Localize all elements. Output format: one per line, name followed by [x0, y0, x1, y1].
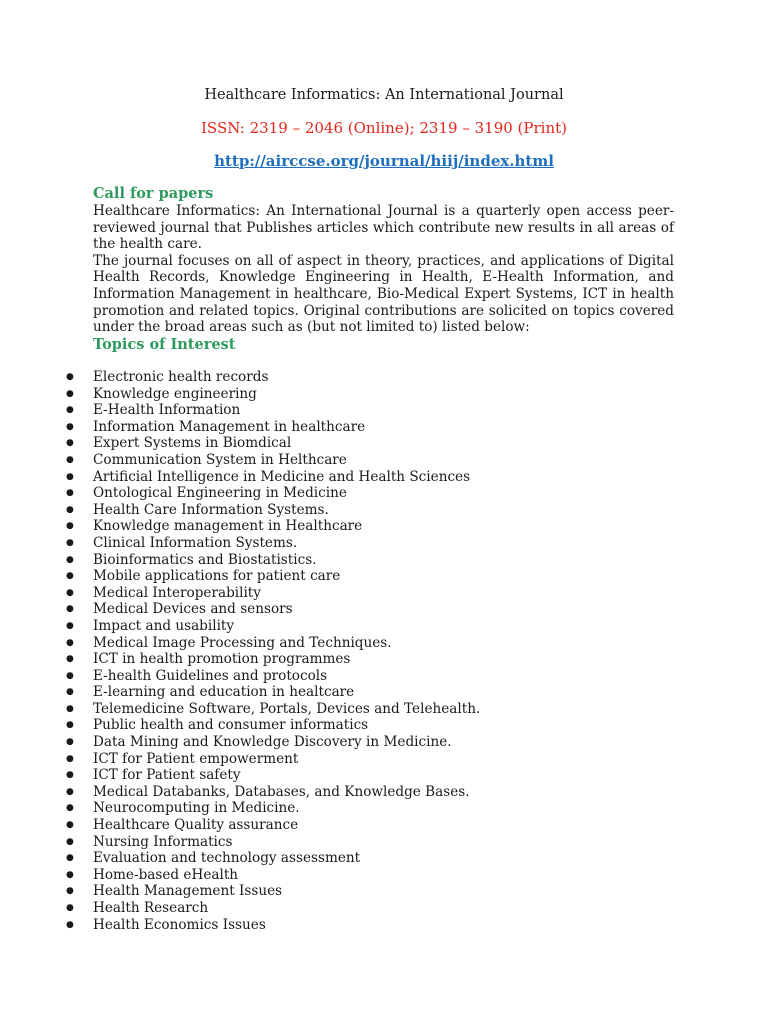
topic-item — [0, 435, 768, 452]
topic-label: Information Management in healthcare — [93, 418, 366, 435]
bullet-icon: ● — [66, 753, 74, 764]
bullet-icon: ● — [66, 820, 74, 831]
topic-label: ICT for Patient safety — [93, 767, 241, 784]
bullet-icon: ● — [66, 919, 74, 930]
bullet-icon: ● — [66, 803, 74, 814]
topic-item — [0, 469, 768, 486]
bullet-icon: ● — [66, 554, 74, 565]
topic-label: E-Health Information — [93, 402, 241, 419]
topic-item — [0, 668, 768, 685]
bullet-icon: ● — [66, 454, 74, 465]
topic-label: Electronic health records — [93, 369, 269, 385]
topic-item — [0, 684, 768, 701]
topic-label: Public health and consumer informatics — [93, 717, 369, 734]
topic-item — [0, 717, 768, 734]
bullet-icon: ● — [66, 853, 74, 864]
topic-label: Medical Devices and sensors — [93, 601, 293, 618]
topic-item — [0, 767, 768, 784]
bullet-icon: ● — [66, 687, 74, 698]
bullet-icon: ● — [66, 587, 74, 598]
topic-label: Health Care Information Systems. — [93, 501, 329, 518]
topic-item — [0, 601, 768, 618]
bullet-icon: ● — [66, 886, 74, 897]
topic-item — [0, 850, 768, 867]
topic-item — [0, 784, 768, 801]
topic-item — [0, 618, 768, 635]
bullet-icon: ● — [66, 620, 74, 631]
topic-label: E-health Guidelines and protocols — [93, 667, 328, 684]
topic-label: Medical Interoperability — [93, 584, 261, 601]
topic-item — [0, 800, 768, 817]
topics-list — [0, 369, 768, 933]
bullet-icon: ● — [66, 786, 74, 797]
topic-label: E-learning and education in healtcare — [93, 684, 355, 701]
topic-label: Health Management Issues — [93, 883, 283, 900]
topic-item — [0, 917, 768, 934]
topic-item — [0, 485, 768, 502]
topic-item — [0, 734, 768, 751]
bullet-icon: ● — [66, 903, 74, 913]
bullet-icon: ● — [66, 388, 74, 399]
bullet-icon: ● — [66, 571, 74, 582]
topic-label: Healthcare Quality assurance — [93, 817, 299, 834]
topic-item — [0, 369, 768, 386]
bullet-icon: ● — [66, 670, 74, 681]
bullet-icon: ● — [66, 654, 74, 665]
topic-item — [0, 883, 768, 900]
topic-label: Ontological Engineering in Medicine — [93, 485, 347, 502]
topic-item — [0, 651, 768, 668]
topics-heading: Topics of Interest — [93, 335, 236, 353]
topic-item — [0, 568, 768, 585]
topic-label: Health Economics Issues — [93, 916, 266, 933]
bullet-icon: ● — [66, 421, 74, 432]
topic-item — [0, 518, 768, 535]
topic-label: Nursing Informatics — [93, 833, 233, 850]
topic-label: Medical Image Processing and Techniques. — [93, 634, 392, 651]
topic-label: Home-based eHealth — [93, 866, 239, 883]
focus-paragraph: The journal focuses on all of aspect in theory, practices, and applications of Digital Health Records, Knowledge Engineering in Health, E-Health Information, and Information Management in healthcare, Bio-Medical Expert Systems, ICT in health promotion and related topics. Original contributions are solicited on topics covered under the broad areas such as (but not limited to) listed below: — [93, 252, 674, 336]
topic-label: Impact and usability — [93, 617, 235, 634]
topic-item — [0, 452, 768, 469]
topic-label: Health Research — [93, 900, 209, 916]
topic-label: Mobile applications for patient care — [93, 568, 341, 585]
topic-item — [0, 635, 768, 652]
topic-item — [0, 834, 768, 851]
topic-label: Knowledge engineering — [93, 385, 257, 402]
bullet-icon: ● — [66, 521, 74, 532]
topic-item — [0, 900, 768, 917]
journal-url-link[interactable]: http://airccse.org/journal/hiij/index.html — [214, 152, 554, 170]
topic-label: ICT in health promotion programmes — [93, 651, 351, 668]
topic-label: Artificial Intelligence in Medicine and Health Sciences — [93, 468, 471, 485]
intro-paragraph: Healthcare Informatics: An International Journal is a quarterly open access peer-reviewed journal that Publishes articles which contribute new results in all areas of the health care. — [93, 203, 674, 253]
topic-item — [0, 867, 768, 884]
bullet-icon: ● — [66, 438, 74, 449]
topic-item — [0, 402, 768, 419]
bullet-icon: ● — [66, 720, 74, 731]
topic-item — [0, 552, 768, 569]
topic-item — [0, 386, 768, 403]
bullet-icon: ● — [66, 604, 74, 615]
topic-label: Communication System in Helthcare — [93, 451, 347, 468]
topic-label: Data Mining and Knowledge Discovery in Medicine. — [93, 734, 452, 751]
topic-label: Neurocomputing in Medicine. — [93, 800, 300, 817]
topic-item — [0, 502, 768, 519]
main-content — [93, 185, 674, 354]
bullet-icon: ● — [66, 372, 74, 382]
issn-line: ISSN: 2319 – 2046 (Online); 2319 – 3190 (Print) — [201, 119, 567, 137]
topic-item — [0, 419, 768, 436]
bullet-icon: ● — [66, 637, 74, 648]
bullet-icon: ● — [66, 737, 74, 748]
bullet-icon: ● — [66, 537, 74, 548]
journal-title: Healthcare Informatics: An International Journal — [204, 87, 564, 103]
bullet-icon: ● — [66, 770, 74, 781]
bullet-icon: ● — [66, 836, 74, 847]
bullet-icon: ● — [66, 869, 74, 880]
topic-label: Evaluation and technology assessment — [93, 850, 361, 867]
bullet-icon: ● — [66, 405, 74, 416]
topic-label: Telemedicine Software, Portals, Devices and Telehealth. — [93, 700, 481, 717]
topic-label: Bioinformatics and Biostatistics. — [93, 551, 317, 568]
topic-label: Medical Databanks, Databases, and Knowledge Bases. — [93, 783, 470, 800]
topic-label: Expert Systems in Biomdical — [93, 435, 292, 452]
topic-item — [0, 751, 768, 768]
bullet-icon: ● — [66, 488, 74, 499]
topic-label: Knowledge management in Healthcare — [93, 518, 363, 535]
bullet-icon: ● — [66, 504, 74, 515]
bullet-icon: ● — [66, 703, 74, 714]
topic-item — [0, 817, 768, 834]
topic-item — [0, 585, 768, 602]
bullet-icon: ● — [66, 471, 74, 482]
topic-label: ICT for Patient empowerment — [93, 750, 299, 767]
topic-item — [0, 535, 768, 552]
topic-item — [0, 701, 768, 718]
call-for-papers-heading: Call for papers — [93, 185, 214, 202]
topic-label: Clinical Information Systems. — [93, 534, 298, 551]
